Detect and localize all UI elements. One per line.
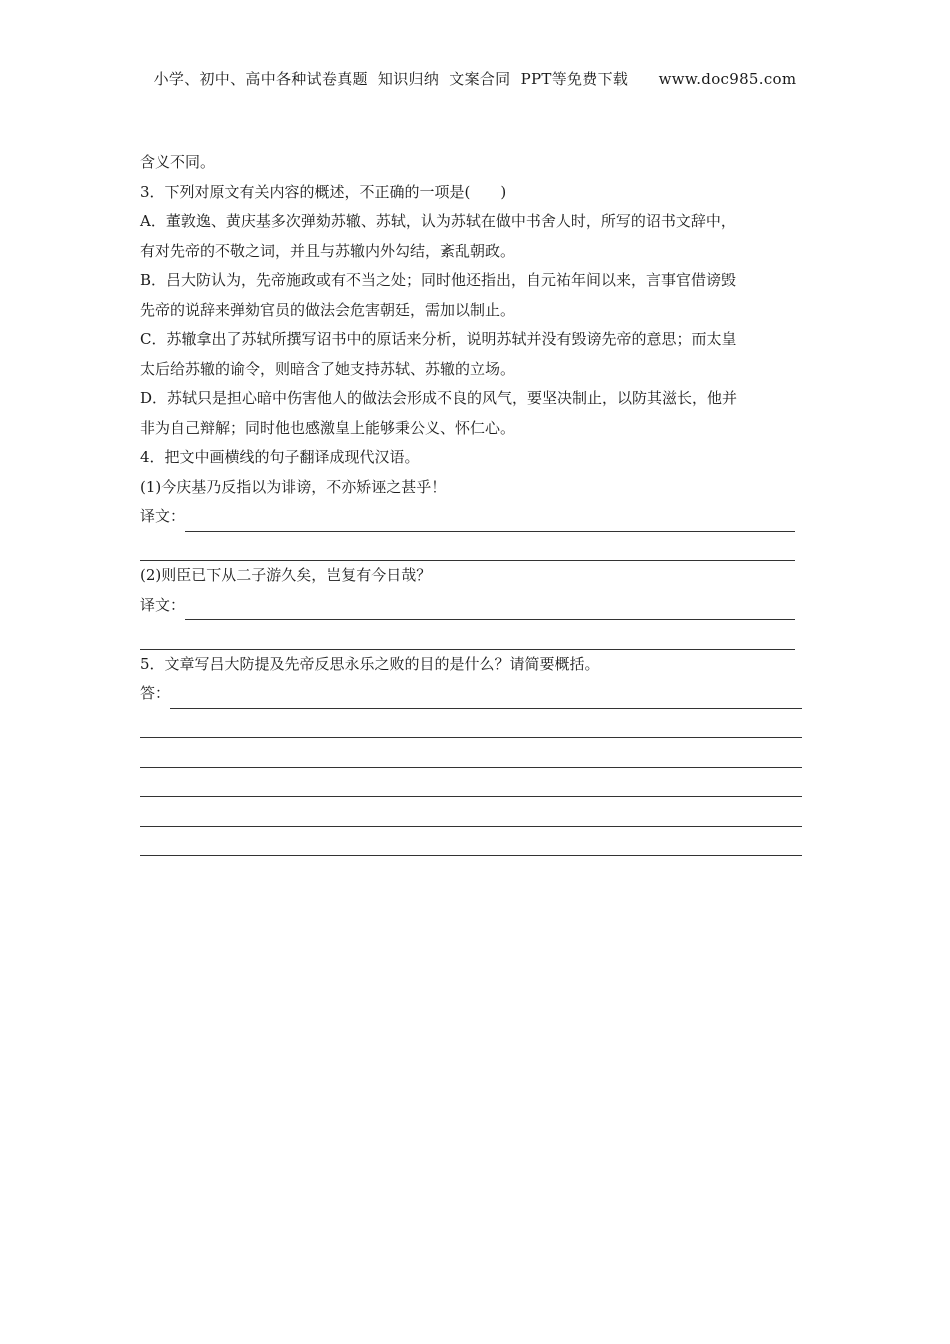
page-header: 小学、初中、高中各种试卷真题 知识归纳 文案合同 PPT等免费下载 www.doc985.com bbox=[153, 70, 797, 88]
answer-row-6 bbox=[140, 827, 802, 857]
translation-label: 译文： bbox=[140, 507, 186, 525]
option-c-line-2: 太后给苏辙的谕令，则暗含了她支持苏轼、苏辙的立场。 bbox=[140, 359, 516, 378]
answer-row-3 bbox=[140, 738, 802, 768]
answer-row-1 bbox=[140, 679, 802, 709]
answer-blank-line[interactable] bbox=[140, 804, 802, 827]
option-c-line-1: C．苏辙拿出了苏轼所撰写诏书中的原话来分析，说明苏轼并没有毁谤先帝的意思；而太皇 bbox=[140, 330, 737, 348]
answer-blank-line[interactable] bbox=[140, 538, 795, 561]
translation-1-row-2 bbox=[140, 532, 795, 562]
question-5-stem: 5．文章写吕大防提及先帝反思永乐之败的目的是什么？请简要概括。 bbox=[140, 654, 600, 673]
question-3-stem: 3．下列对原文有关内容的概述，不正确的一项是( ) bbox=[140, 182, 507, 201]
answer-blank-line[interactable] bbox=[170, 686, 802, 709]
answer-blank-line[interactable] bbox=[140, 715, 802, 738]
sentence-2: (2)则臣已下从二子游久矣，岂复有今日哉？ bbox=[140, 566, 432, 584]
answer-blank-line[interactable] bbox=[185, 597, 795, 620]
translation-2-row-2 bbox=[140, 620, 795, 650]
answer-blank-line[interactable] bbox=[140, 774, 802, 797]
option-d-line-1: D．苏轼只是担心暗中伤害他人的做法会形成不良的风气，要坚决制止，以防其滋长，他并 bbox=[140, 389, 738, 407]
answer-row-5 bbox=[140, 797, 802, 827]
answer-label: 答： bbox=[140, 684, 171, 702]
question-4-stem: 4．把文中画横线的句子翻译成现代汉语。 bbox=[140, 448, 420, 466]
answer-blank-line[interactable] bbox=[140, 833, 802, 856]
document-body bbox=[140, 148, 810, 856]
sentence-1: (1)今庆基乃反指以为诽谤，不亦矫诬之甚乎！ bbox=[140, 477, 447, 496]
option-b-line-2: 先帝的说辞来弹劾官员的做法会危害朝廷，需加以制止。 bbox=[140, 300, 516, 319]
option-a-line-2: 有对先帝的不敬之词，并且与苏辙内外勾结，紊乱朝政。 bbox=[140, 241, 516, 260]
translation-label: 译文： bbox=[140, 595, 186, 614]
continued-text: 含义不同。 bbox=[140, 153, 216, 171]
answer-row-2 bbox=[140, 709, 802, 739]
option-b-line-1: B．吕大防认为，先帝施政或有不当之处；同时他还指出，自元祐年间以来，言事官借谤毁 bbox=[140, 271, 737, 289]
answer-row-4 bbox=[140, 768, 802, 798]
translation-2-row bbox=[140, 591, 795, 621]
answer-blank-line[interactable] bbox=[185, 509, 795, 532]
option-d-line-2: 非为自己辩解；同时他也感激皇上能够秉公义、怀仁心。 bbox=[140, 418, 516, 437]
answer-blank-line[interactable] bbox=[140, 745, 802, 768]
answer-blank-line[interactable] bbox=[140, 627, 795, 650]
option-a-line-1: A．董敦逸、黄庆基多次弹劾苏辙、苏轼，认为苏轼在做中书舍人时，所写的诏书文辞中， bbox=[140, 212, 736, 230]
translation-1-row bbox=[140, 502, 795, 532]
